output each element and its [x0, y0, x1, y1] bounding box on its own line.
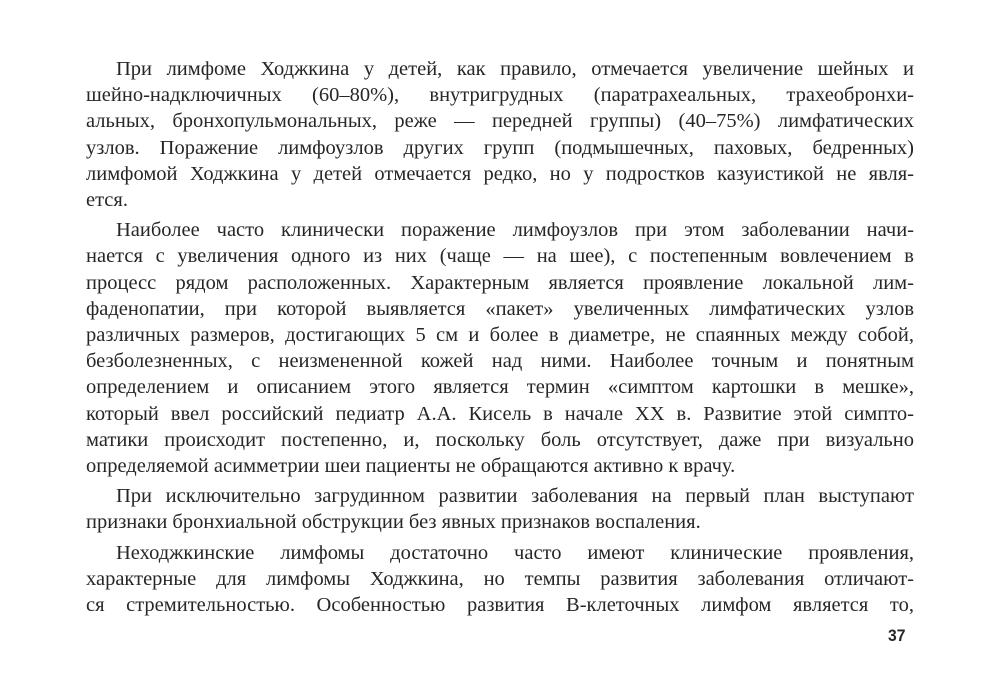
- text-line: нается с увеличения одного из них (чаще — на шее), с постепенным вовлечением в: [86, 245, 914, 268]
- page-number: 37: [888, 626, 906, 645]
- text-line: фаденопатии, при которой выявляется «пакет» увеличенных лимфатических узлов: [86, 297, 914, 320]
- text-line: При исключительно загрудинном развитии заболевания на первый план выступают: [116, 485, 914, 508]
- text-line: определяемой асимметрии шеи пациенты не обращаются активно к врачу.: [86, 455, 736, 478]
- text-line: Неходжкинские лимфомы достаточно часто имеют клинические проявления,: [116, 541, 914, 564]
- text-line: ся стремительностью. Особенностью развития В-клеточных лимфом является то,: [86, 594, 914, 617]
- text-line: который ввел российский педиатр А.А. Кисель в начале XX в. Развитие этой симпто-: [86, 402, 914, 425]
- text-line: признаки бронхиальной обструкции без явных признаков воспаления.: [86, 511, 701, 534]
- paragraph: [86, 483, 914, 535]
- text-line: альных, бронхопульмональных, реже — передней группы) (40–75%) лимфатических: [86, 110, 914, 133]
- page-body: [86, 56, 914, 622]
- text-line: При лимфоме Ходжкина у детей, как правило, отмечается увеличение шейных и: [116, 58, 914, 80]
- text-line: шейно-надключичных (60–80%), внутригрудных (паратрахеальных, трахеобронхи-: [86, 84, 914, 107]
- text-line: ется.: [86, 189, 128, 212]
- text-line: различных размеров, достигающих 5 см и более в диаметре, не спаянных между собой,: [86, 324, 914, 347]
- text-line: безболезненных, с неизмененной кожей над ними. Наиболее точным и понятным: [86, 350, 914, 373]
- text-line: лимфомой Ходжкина у детей отмечается редко, но у подростков казуистикой не явля-: [86, 162, 914, 185]
- paragraph: [86, 540, 914, 619]
- text-line: узлов. Поражение лимфоузлов других групп (подмышечных, паховых, бедренных): [86, 136, 914, 159]
- text-line: матики происходит постепенно, и, поскольку боль отсутствует, даже при визуально: [86, 428, 914, 451]
- text-line: процесс рядом расположенных. Характерным является проявление локальной лим-: [86, 271, 914, 294]
- paragraph: [86, 217, 914, 479]
- text-line: определением и описанием этого является термин «симптом картошки в мешке»,: [86, 376, 914, 399]
- text-line: Наиболее часто клинически поражение лимфоузлов при этом заболевании начи-: [116, 219, 914, 242]
- paragraph: [86, 56, 914, 213]
- text-line: характерные для лимфомы Ходжкина, но темпы развития заболевания отличают-: [86, 567, 914, 590]
